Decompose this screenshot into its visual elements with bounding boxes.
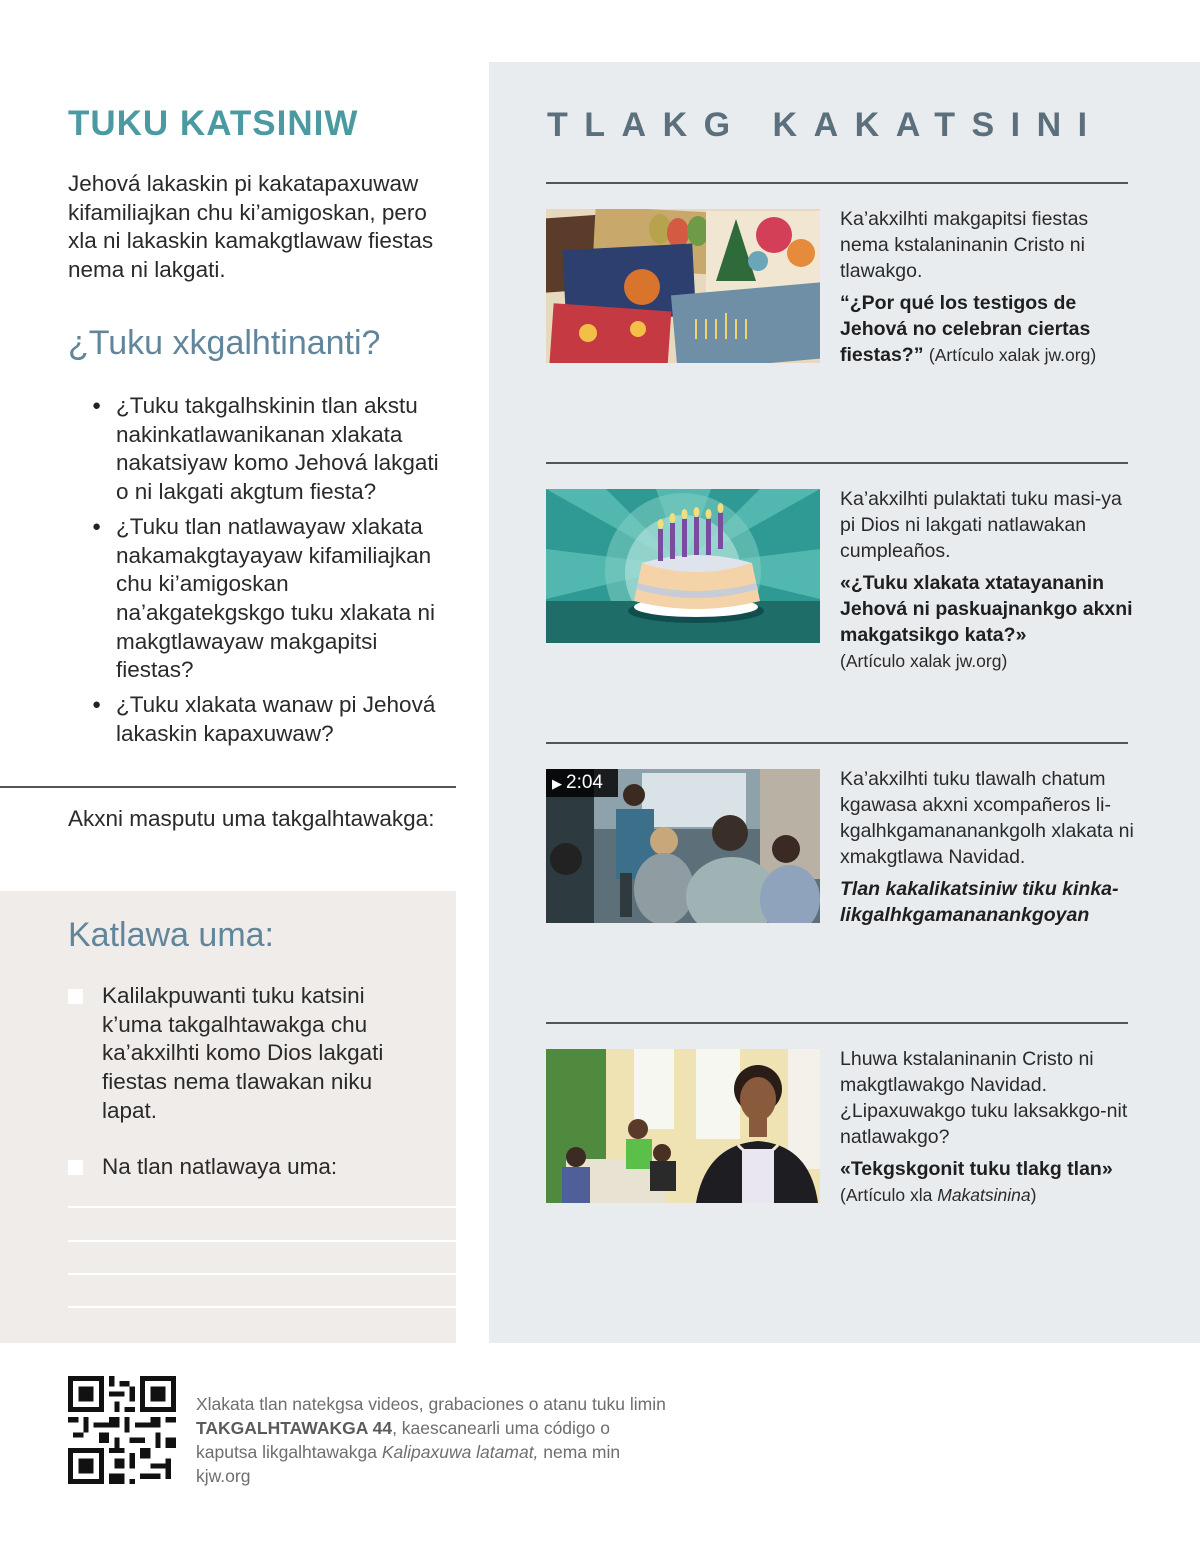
divider [546, 1022, 1128, 1024]
play-icon[interactable]: ▶ [552, 776, 562, 791]
video-duration: 2:04 [566, 772, 603, 793]
question-item: ● ¿Tuku tlan natlawayaw xlakata nakamakgtayayaw kifamiliajkan chu ki’amigoskan na’akgatekgskgo tuku xlakata ni makgtlawayaw makgapitsi fiestas? [92, 513, 452, 685]
resource-source: (Artículo xalak jw.org) [928, 345, 1097, 365]
resource-item [840, 486, 1140, 674]
resource-description: Ka’akxilhti makgapitsi fiestas nema kstalaninanin Cristo ni tlawakgo. [840, 208, 1089, 282]
lesson-note: Akxni masputu uma takgalhtawakga: [68, 806, 435, 831]
resource-item [840, 206, 1140, 368]
todo-text: Kalilakpuwanti tuku katsini k’uma takgalhtawakga chu ka’akxilhti komo Dios lakgati fiestas nema tlawakan niku lapat. [102, 983, 384, 1123]
todo-item [68, 1153, 398, 1182]
source-suffix: ) [1030, 1185, 1037, 1205]
video-thumbnail[interactable] [546, 769, 820, 923]
question-item: ● ¿Tuku xlakata wanaw pi Jehová lakaskin kapaxuwaw? [92, 691, 452, 748]
birthday-cake-image[interactable] [546, 489, 820, 643]
checkbox[interactable] [68, 1160, 83, 1175]
questions-heading: ¿Tuku xkgalhtinanti? [68, 324, 381, 362]
divider [546, 742, 1128, 744]
panel-title: TLAKG KAKATSINI [547, 106, 1104, 144]
resource-description: Lhuwa kstalaninanin Cristo ni makgtlawakgo Navidad. ¿Lipaxuwakgo tuku laksakkgo-nit natlawakgo? [840, 1048, 1128, 1148]
resource-item [840, 766, 1140, 928]
video-duration-badge [546, 769, 618, 797]
section-title: TUKU KATSINIW [68, 104, 359, 143]
resource-source [840, 1182, 1140, 1208]
resource-title[interactable]: «Tekgskgonit tuku tlakg tlan» [840, 1158, 1113, 1180]
checkbox[interactable] [68, 989, 83, 1004]
resource-source: (Artículo xalak jw.org) [840, 651, 1008, 671]
resource-description: Ka’akxilhti pulaktati tuku masi-ya pi Dios ni lakgati natlawakan cumpleaños. [840, 488, 1122, 562]
action-heading: Katlawa uma: [68, 916, 274, 954]
divider [0, 786, 456, 788]
todo-text: Na tlan natlawaya uma: [102, 1154, 338, 1179]
writing-line[interactable] [68, 1306, 456, 1308]
writing-line[interactable] [68, 1273, 456, 1275]
smiling-woman-image[interactable] [546, 1049, 820, 1203]
qr-code-icon[interactable] [68, 1376, 176, 1484]
resource-description: Ka’akxilhti tuku tlawalh chatum kgawasa akxni xcompañeros li-kgalhkgamananankgolh xlakata ni xmakgtlawa Navidad. [840, 768, 1134, 868]
book-title: Kalipaxuwa latamat, [381, 1442, 539, 1462]
todo-item [68, 982, 398, 1126]
resource-title[interactable]: «¿Tuku xlakata xtatayananin Jehová ni paskuajnankgo akxni makgatsikgo kata?» [840, 572, 1133, 646]
source-prefix: (Artículo xla [840, 1185, 938, 1205]
intro-paragraph: Jehová lakaskin pi kakatapaxuwaw kifamiliajkan chu ki’amigoskan, pero xla ni lakaskin kamakgtlawaw fiestas nema ni lakgati. [68, 171, 434, 282]
footer-instructions [196, 1392, 676, 1488]
resource-item [840, 1046, 1140, 1208]
footer-text: , kaescanearli uma código o kaputsa likgalhtawakga [196, 1418, 610, 1462]
footer-text: nema min kjw.org [196, 1442, 621, 1486]
writing-line[interactable] [68, 1206, 456, 1208]
writing-line[interactable] [68, 1240, 456, 1242]
holidays-collage-image[interactable] [546, 209, 820, 363]
divider [546, 462, 1128, 464]
question-item: ● ¿Tuku takgalhskinin tlan akstu nakinkatlawanikanan xlakata nakatsiyaw komo Jehová lakgati o ni lakgati akgtum fiesta? [92, 392, 452, 507]
lesson-reference: TAKGALHTAWAKGA 44 [196, 1418, 393, 1438]
footer-text: Xlakata tlan natekgsa videos, grabaciones o atanu tuku limin [196, 1394, 666, 1414]
questions-list [92, 392, 452, 754]
resource-title[interactable]: “¿Por qué los testigos de Jehová no celebran ciertas fiestas?” [840, 292, 1091, 366]
divider [546, 182, 1128, 184]
video-title[interactable]: Tlan kakalikatsiniw tiku kinka-likgalhkgamananankgoyan [840, 878, 1119, 926]
source-publication: Makatsinina [937, 1185, 1031, 1205]
resource-link[interactable] [840, 290, 1140, 368]
